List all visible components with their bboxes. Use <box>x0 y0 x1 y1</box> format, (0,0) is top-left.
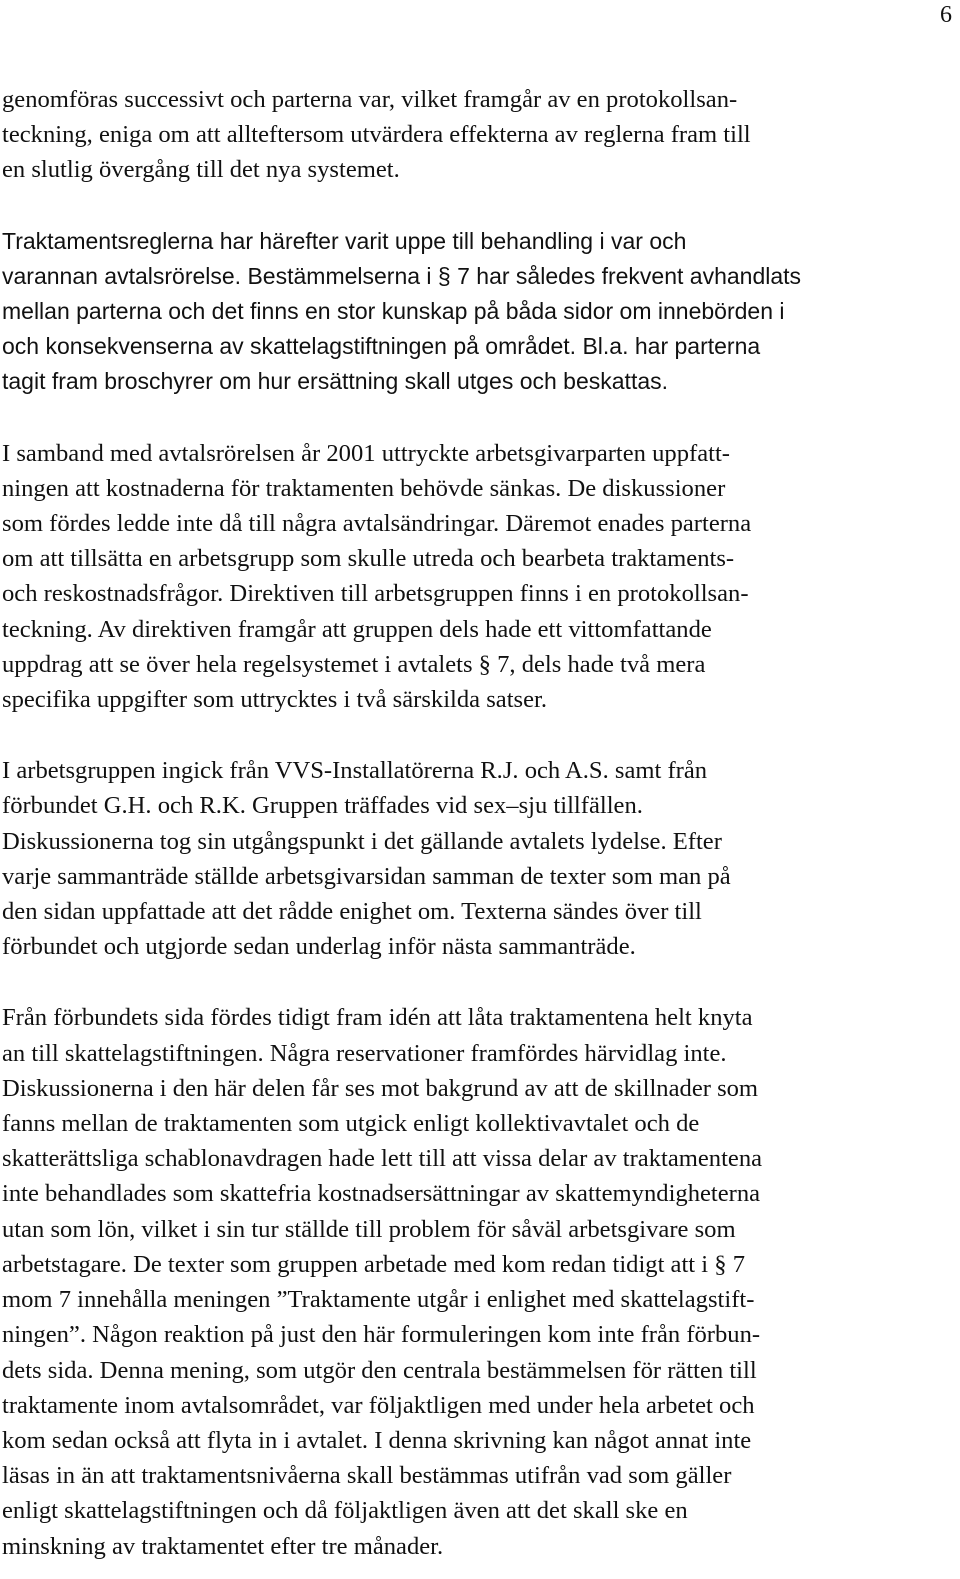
text-segment: uppdrag att se över hela regelsystemet i avtalets § 7, dels hade två mera <box>2 650 706 678</box>
paragraph-2 <box>2 224 954 400</box>
text-segment: enligt skattelagstiftningen och då följaktligen även att det skall ske en <box>2 1497 688 1525</box>
text-segment: skatterättsliga schablonavdragen hade lett till att vissa delar av traktamentena <box>2 1145 763 1173</box>
text-line <box>2 224 954 259</box>
text-line <box>2 859 954 894</box>
paragraph-4 <box>2 753 954 964</box>
text-segment: ningen att kostnaderna för traktamenten behövde sänkas. De diskussioner <box>2 474 726 502</box>
text-line <box>2 894 954 929</box>
text-segment: Diskussionerna i den här delen får ses mot bakgrund av att de skillnader som <box>2 1074 759 1102</box>
text-line <box>2 1423 954 1458</box>
paragraph-5 <box>2 1000 954 1563</box>
text-segment: traktamente inom avtalsområdet, var följaktligen med under hela arbetet och <box>2 1391 755 1419</box>
text-line <box>2 1493 954 1528</box>
text-line <box>2 364 954 399</box>
text-line <box>2 824 954 859</box>
text-segment: fanns mellan de traktamenten som utgick enligt kollektivavtalet och de <box>2 1110 700 1138</box>
text-segment: I samband med avtalsrörelsen år 2001 uttryckte arbetsgivarparten uppfatt- <box>2 439 730 467</box>
text-line <box>2 82 954 117</box>
text-segment: läsas in än att traktamentsnivåerna skall bestämmas utifrån vad som gäller <box>2 1462 732 1490</box>
text-segment: utan som lön, vilket i sin tur ställde till problem för såväl arbetsgivare som <box>2 1215 736 1243</box>
text-segment: genomföras successivt och parterna var, vilket framgår av en protokollsan- <box>2 86 738 113</box>
text-line <box>2 612 954 647</box>
text-segment: förbundet G.H. och R.K. Gruppen träffades vid sex–sju tillfällen. <box>2 792 643 820</box>
text-line <box>2 259 954 294</box>
text-line <box>2 1106 954 1141</box>
text-line <box>2 471 954 506</box>
text-line <box>2 294 954 329</box>
text-line <box>2 1529 954 1564</box>
text-line <box>2 1458 954 1493</box>
text-segment: specifika uppgifter som uttrycktes i två särskilda satser. <box>2 686 548 714</box>
text-segment: ningen”. Någon reaktion på just den här formuleringen kom inte från förbun- <box>2 1321 761 1349</box>
text-segment: Från förbundets sida fördes tidigt fram idén att låta traktamentena helt knyta <box>2 1004 753 1032</box>
text-line <box>2 1388 954 1423</box>
text-line <box>2 647 954 682</box>
text-line <box>2 329 954 364</box>
text-segment: an till skattelagstiftningen. Några reservationer framfördes härvidlag inte. <box>2 1039 727 1067</box>
text-line <box>2 117 954 152</box>
text-line <box>2 1176 954 1211</box>
text-segment: Diskussionerna tog sin utgångspunkt i det gällande avtalets lydelse. Efter <box>2 827 722 855</box>
paragraph-1 <box>2 82 954 188</box>
text-segment: som fördes ledde inte då till några avtalsändringar. Däremot enades parterna <box>2 510 752 538</box>
text-segment: dets sida. Denna mening, som utgör den centrala bestämmelsen för rätten till <box>2 1356 757 1384</box>
text-line <box>2 1000 954 1035</box>
text-line <box>2 788 954 823</box>
text-segment: förbundet och utgjorde sedan underlag inför nästa sammanträde. <box>2 933 636 961</box>
text-line <box>2 1317 954 1352</box>
text-line <box>2 152 954 187</box>
document-body <box>2 82 954 1564</box>
text-segment: om att tillsätta en arbetsgrupp som skulle utreda och bearbeta traktaments- <box>2 545 735 573</box>
text-segment: mom 7 innehålla meningen ”Traktamente utgår i enlighet med skattelagstift- <box>2 1286 755 1314</box>
text-line <box>2 436 954 471</box>
text-segment: tagit fram broschyrer om hur ersättning skall utges och beskattas. <box>2 368 669 395</box>
text-segment: inte behandlades som skattefria kostnadsersättningar av skattemyndigheterna <box>2 1180 761 1208</box>
page-number: 6 <box>940 2 952 28</box>
text-line <box>2 541 954 576</box>
text-segment: varannan avtalsrörelse. Bestämmelserna i § 7 har således frekvent avhandlats <box>2 262 802 289</box>
text-line <box>2 1141 954 1176</box>
text-segment: kom sedan också att flyta in i avtalet. I denna skrivning kan något annat inte <box>2 1426 752 1454</box>
text-segment: I arbetsgruppen ingick från VVS-Installatörerna R.J. och A.S. samt från <box>2 757 708 785</box>
paragraph-3 <box>2 436 954 718</box>
text-line <box>2 506 954 541</box>
text-segment: mellan parterna och det finns en stor kunskap på båda sidor om innebörden i <box>2 298 785 325</box>
text-segment: och reskostnadsfrågor. Direktiven till arbetsgruppen finns i en protokollsan- <box>2 580 749 608</box>
text-segment: teckning. Av direktiven framgår att gruppen dels hade ett vittomfattande <box>2 615 712 643</box>
text-line <box>2 753 954 788</box>
text-segment: och konsekvenserna av skattelagstiftningen på området. Bl.a. har parterna <box>2 333 761 360</box>
text-line <box>2 576 954 611</box>
text-segment: teckning, eniga om att allteftersom utvärdera effekterna av reglerna fram till <box>2 121 751 149</box>
text-line <box>2 1212 954 1247</box>
text-line <box>2 1282 954 1317</box>
text-line <box>2 929 954 964</box>
text-segment: minskning av traktamentet efter tre månader. <box>2 1532 444 1560</box>
text-segment: varje sammanträde ställde arbetsgivarsidan samman de texter som man på <box>2 862 731 890</box>
text-segment: arbetstagare. De texter som gruppen arbetade med kom redan tidigt att i § 7 <box>2 1250 746 1278</box>
text-line <box>2 1036 954 1071</box>
text-line <box>2 1071 954 1106</box>
text-line <box>2 682 954 717</box>
text-segment: den sidan uppfattade att det rådde enighet om. Texterna sändes över till <box>2 898 702 926</box>
text-line <box>2 1353 954 1388</box>
text-segment: en slutlig övergång till det nya systemet. <box>2 156 400 184</box>
text-segment: Traktamentsreglerna har härefter varit uppe till behandling i var och <box>2 227 687 254</box>
text-line <box>2 1247 954 1282</box>
